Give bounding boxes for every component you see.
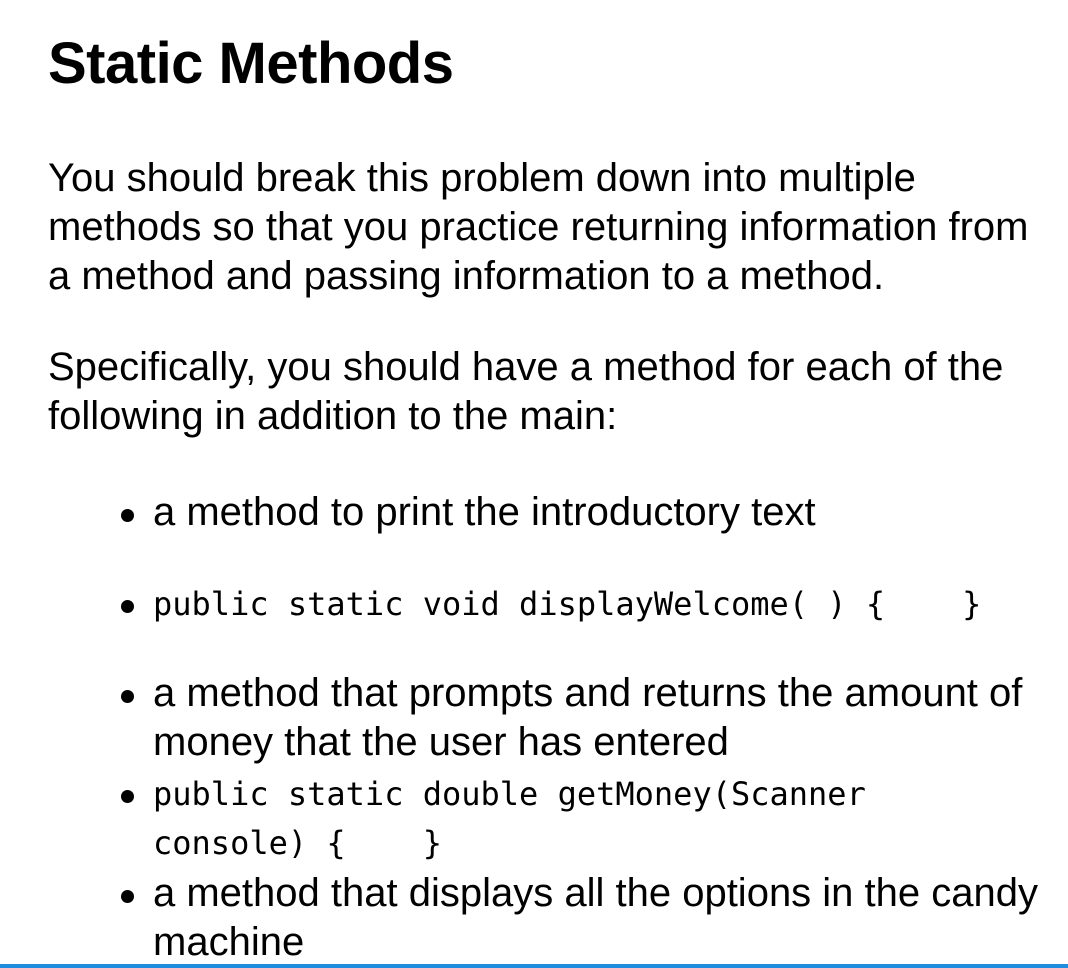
list-item-get-money-signature: public static double getMoney(Scanner console) { } (153, 770, 943, 868)
page-title: Static Methods (48, 31, 454, 96)
list-item-intro-method: a method to print the introductory text (153, 488, 1048, 537)
list-item-display-welcome-signature: public static void displayWelcome( ) { } (153, 580, 1048, 629)
method-list (153, 488, 1048, 967)
list-item-get-money-method: a method that prompts and returns the amount of money that the user has entered (153, 669, 1048, 767)
intro-paragraph: You should break this problem down into multiple methods so that you practice returning information from a method and passing information to a method. (48, 156, 1029, 298)
bottom-divider (0, 964, 1068, 968)
requirements-paragraph: Specifically, you should have a method for each of the following in addition to the main: (48, 345, 1004, 438)
list-item-options-method: a method that displays all the options in the candy machine (153, 869, 1048, 967)
